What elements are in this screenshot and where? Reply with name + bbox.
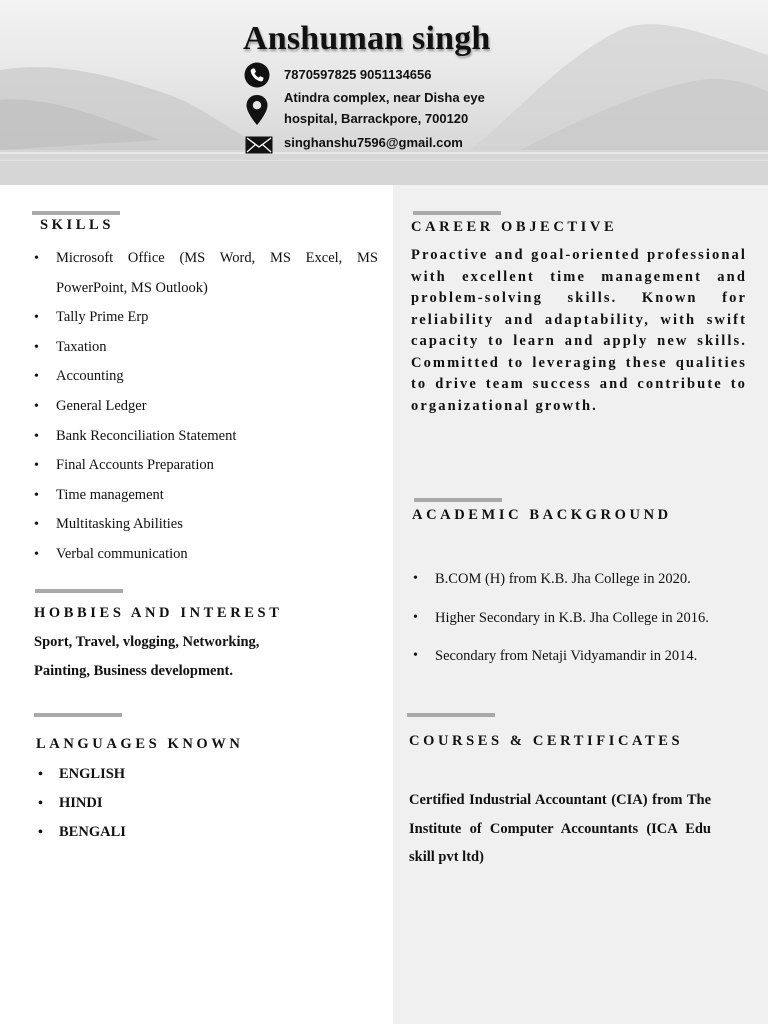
- courses-heading: COURSES & CERTIFICATES: [409, 733, 684, 749]
- hobbies-heading: HOBBIES AND INTEREST: [34, 605, 283, 621]
- hobbies-text: Sport, Travel, vlogging, Networking, Painting, Business development.: [34, 634, 260, 679]
- phone-icon: [244, 62, 270, 88]
- academic-divider: [414, 498, 502, 502]
- academic-heading: ACADEMIC BACKGROUND: [412, 507, 672, 523]
- academic-item: • Higher Secondary in K.B. Jha College in 2016.: [413, 599, 725, 638]
- skill-item: • Time management: [34, 481, 378, 511]
- languages-divider: [34, 713, 122, 717]
- objective-heading: CAREER OBJECTIVE: [411, 219, 618, 235]
- academic-item: • Secondary from Netaji Vidyamandir in 2014.: [413, 637, 743, 676]
- academic-item: • B.COM (H) from K.B. Jha College in 2020.: [413, 560, 743, 599]
- skill-item: • Final Accounts Preparation: [34, 451, 378, 481]
- candidate-name: Anshuman singh: [243, 20, 491, 57]
- email-address: singhanshu7596@gmail.com: [284, 135, 463, 150]
- courses-text: Certified Industrial Accountant (CIA) from The Institute of Computer Accountants (ICA Edu skill pvt ltd): [409, 792, 711, 865]
- languages-heading: LANGUAGES KNOWN: [36, 736, 244, 752]
- address-line-2: hospital, Barrackpore, 700120: [284, 111, 469, 126]
- languages-list: [38, 760, 126, 847]
- skill-item: • Taxation: [34, 333, 378, 363]
- skills-divider: [32, 211, 120, 215]
- envelope-icon: [245, 136, 273, 154]
- header-banner: [0, 0, 768, 185]
- skill-item: • Verbal communication: [34, 540, 378, 570]
- objective-text: Proactive and goal-oriented professional with excellent time management and problem-solving skills. Known for reliability and adaptability, with swift capacity to learn and apply new skills. Committed to leveraging these qualities to drive team success and contribute to organizational growth.: [411, 247, 747, 414]
- location-pin-icon: [245, 94, 269, 126]
- skill-item: • General Ledger: [34, 392, 378, 422]
- academic-list: [413, 560, 743, 676]
- skill-item: • Accounting: [34, 362, 378, 392]
- skill-item: • Tally Prime Erp: [34, 303, 378, 333]
- language-item: • HINDI: [38, 789, 126, 818]
- skill-item: • Bank Reconciliation Statement: [34, 422, 378, 452]
- language-item: • BENGALI: [38, 818, 126, 847]
- address-line-1: Atindra complex, near Disha eye: [284, 90, 485, 105]
- skills-list: [34, 244, 378, 570]
- objective-divider: [413, 211, 501, 215]
- phone-numbers: 7870597825 9051134656: [284, 67, 432, 82]
- skill-item: • Multitasking Abilities: [34, 510, 378, 540]
- skill-item: • Microsoft Office (MS Word, MS Excel, MS PowerPoint, MS Outlook): [34, 244, 378, 303]
- courses-divider: [407, 713, 495, 717]
- skills-heading: SKILLS: [40, 217, 114, 233]
- language-item: • ENGLISH: [38, 760, 126, 789]
- hobbies-divider: [35, 589, 123, 593]
